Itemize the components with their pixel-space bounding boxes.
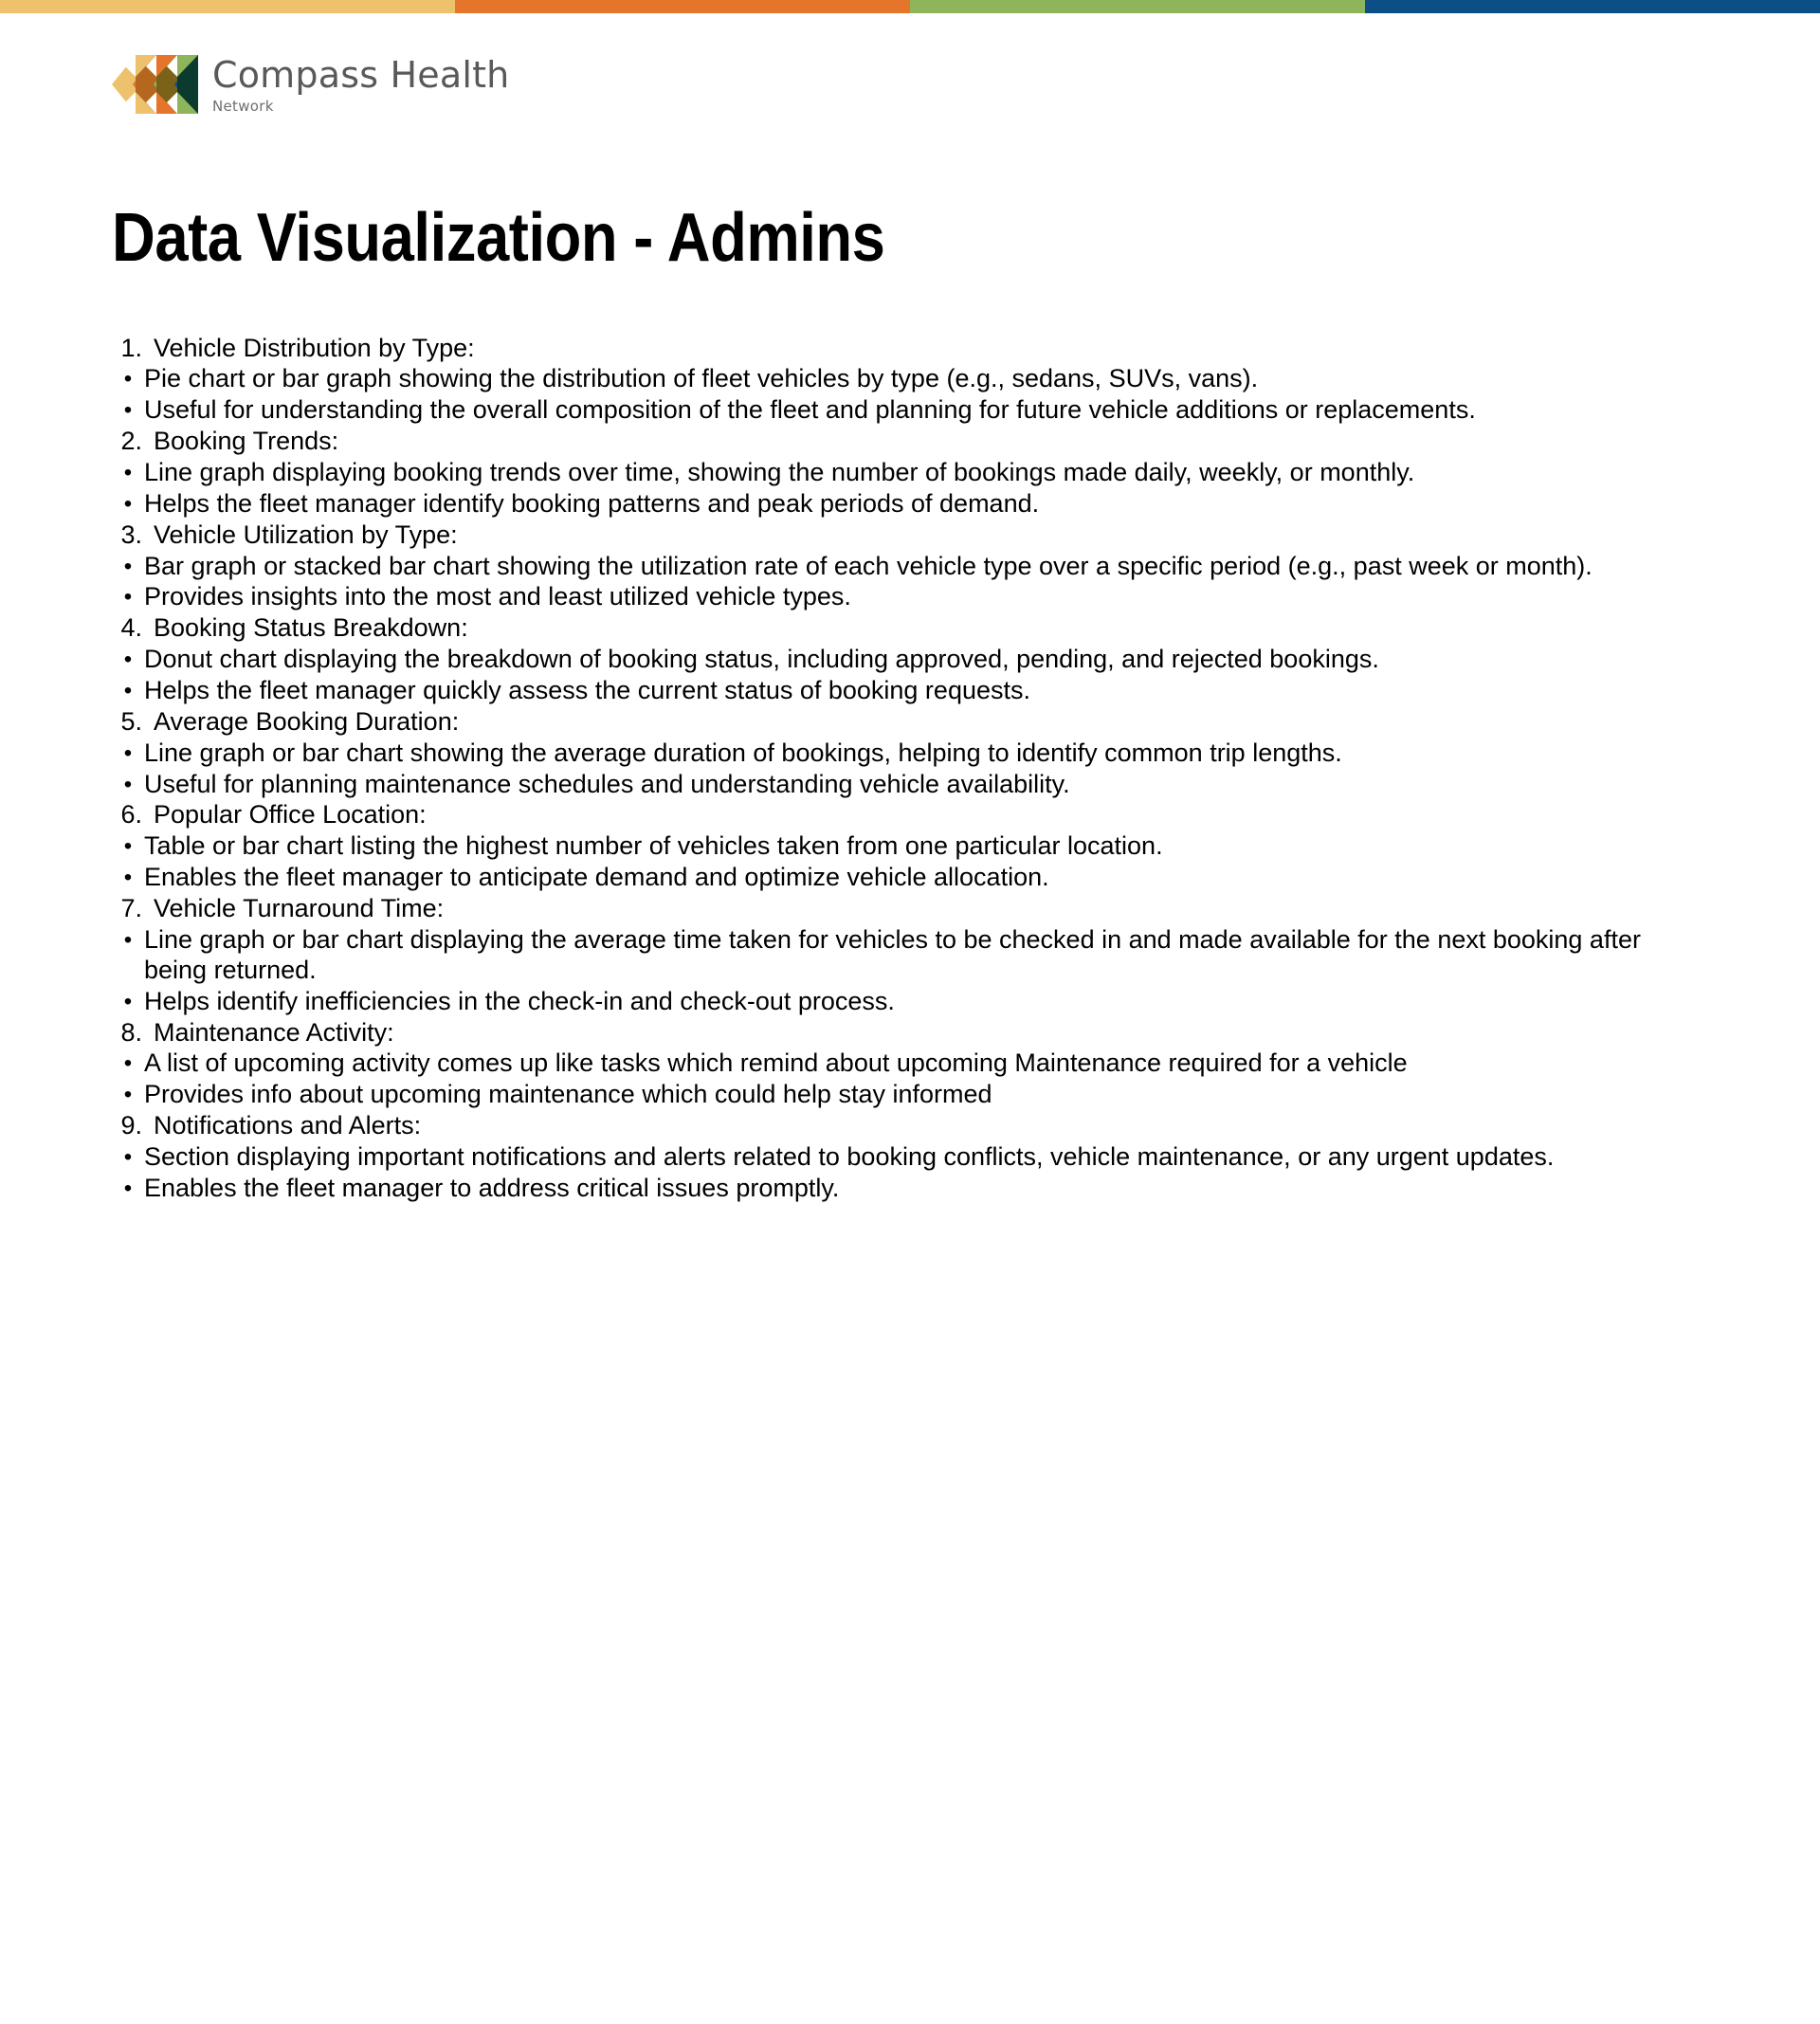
sub-bullet-item bbox=[112, 770, 1659, 800]
bullet-dot-icon: • bbox=[123, 553, 133, 579]
bullet-dot-icon: • bbox=[123, 397, 133, 424]
list-item-number: 5. bbox=[120, 706, 142, 736]
sub-bullet-text: Useful for understanding the overall composition of the fleet and planning for future vehicle additions or replacements. bbox=[144, 395, 1476, 425]
list-item bbox=[112, 707, 1659, 800]
band-segment-blue bbox=[1365, 0, 1820, 13]
list-item-label: Notifications and Alerts: bbox=[154, 1111, 422, 1140]
bullet-dot-icon: • bbox=[123, 1050, 133, 1077]
top-color-band bbox=[0, 0, 1820, 13]
sub-bullet-item bbox=[112, 831, 1659, 862]
list-item bbox=[112, 1111, 1659, 1204]
sub-bullet-text: Line graph or bar chart displaying the average time taken for vehicles to be checked in and made available for the next booking after being returned. bbox=[144, 924, 1641, 984]
list-item bbox=[112, 894, 1659, 1016]
sub-bullet-text: Helps the fleet manager identify booking patterns and peak periods of demand. bbox=[144, 488, 1040, 518]
page-header bbox=[0, 13, 1820, 116]
sub-bullet-text: Line graph or bar chart showing the average duration of bookings, helping to identify common trip lengths. bbox=[144, 738, 1342, 767]
document-body bbox=[0, 334, 1820, 1204]
sub-bullet-text: Provides info about upcoming maintenance which could help stay informed bbox=[144, 1080, 992, 1109]
sub-bullet-item bbox=[112, 552, 1659, 582]
list-item-number: 7. bbox=[120, 894, 142, 923]
bullet-dot-icon: • bbox=[123, 460, 133, 486]
page-title: Data Visualization - Admins bbox=[112, 200, 885, 276]
list-item bbox=[112, 613, 1659, 706]
bullet-dot-icon: • bbox=[123, 678, 133, 704]
list-item-label: Popular Office Location: bbox=[154, 800, 427, 830]
list-item-label: Booking Trends: bbox=[154, 427, 339, 456]
sub-bullet-item bbox=[112, 364, 1659, 394]
bullet-dot-icon: • bbox=[123, 1082, 133, 1108]
list-item bbox=[112, 334, 1659, 427]
sub-bullet-item bbox=[112, 1142, 1659, 1173]
sub-bullet-list bbox=[112, 645, 1659, 706]
logo-wordmark bbox=[212, 51, 509, 116]
list-item bbox=[112, 520, 1659, 613]
sub-bullet-item bbox=[112, 738, 1659, 769]
sub-bullet-text: Section displaying important notifications and alerts related to booking conflicts, vehicle maintenance, or any urgent updates. bbox=[144, 1141, 1555, 1171]
band-segment-orange bbox=[455, 0, 910, 13]
band-segment-green bbox=[910, 0, 1365, 13]
sub-bullet-text: Helps identify inefficiencies in the check-in and check-out process. bbox=[144, 986, 895, 1015]
list-item-label: Vehicle Turnaround Time: bbox=[154, 894, 445, 923]
list-item bbox=[112, 800, 1659, 893]
list-item-number: 1. bbox=[120, 333, 142, 362]
list-item-heading bbox=[112, 613, 1659, 644]
sub-bullet-text: Enables the fleet manager to anticipate demand and optimize vehicle allocation. bbox=[144, 863, 1049, 892]
sub-bullet-text: Pie chart or bar graph showing the distribution of fleet vehicles by type (e.g., sedans, SUVs, vans). bbox=[144, 364, 1259, 393]
sub-bullet-list bbox=[112, 925, 1659, 1017]
list-item-heading bbox=[112, 800, 1659, 830]
sub-bullet-text: Helps the fleet manager quickly assess the current status of booking requests. bbox=[144, 676, 1030, 705]
list-item-heading bbox=[112, 334, 1659, 364]
sub-bullet-item bbox=[112, 1048, 1659, 1079]
bullet-dot-icon: • bbox=[123, 865, 133, 891]
list-item-number: 4. bbox=[120, 613, 142, 643]
list-item-number: 3. bbox=[120, 520, 142, 549]
list-item bbox=[112, 427, 1659, 520]
numbered-list bbox=[112, 334, 1659, 1204]
list-item-heading bbox=[112, 1018, 1659, 1048]
sub-bullet-list bbox=[112, 1142, 1659, 1204]
list-item-number: 9. bbox=[120, 1111, 142, 1140]
bullet-dot-icon: • bbox=[123, 926, 133, 953]
list-item-label: Maintenance Activity: bbox=[154, 1017, 394, 1047]
list-item-heading bbox=[112, 894, 1659, 924]
sub-bullet-item bbox=[112, 676, 1659, 706]
list-item-label: Vehicle Distribution by Type: bbox=[154, 333, 475, 362]
sub-bullet-text: Line graph displaying booking trends over time, showing the number of bookings made daily, weekly, or monthly. bbox=[144, 458, 1415, 487]
list-item-heading bbox=[112, 427, 1659, 457]
list-item-heading bbox=[112, 1111, 1659, 1141]
bullet-dot-icon: • bbox=[123, 647, 133, 673]
sub-bullet-text: Useful for planning maintenance schedules and understanding vehicle availability. bbox=[144, 769, 1070, 798]
compass-health-chevrons-logo-icon bbox=[112, 55, 199, 114]
list-item-label: Average Booking Duration: bbox=[154, 706, 460, 736]
logo-title: Compass Health bbox=[212, 54, 510, 96]
sub-bullet-text: A list of upcoming activity comes up like tasks which remind about upcoming Maintenance required for a vehicle bbox=[144, 1048, 1408, 1078]
sub-bullet-list bbox=[112, 364, 1659, 426]
list-item-number: 8. bbox=[120, 1017, 142, 1047]
list-item-number: 6. bbox=[120, 800, 142, 830]
sub-bullet-item bbox=[112, 987, 1659, 1017]
sub-bullet-item bbox=[112, 582, 1659, 612]
list-item-label: Booking Status Breakdown: bbox=[154, 613, 468, 643]
sub-bullet-list bbox=[112, 552, 1659, 613]
list-item-heading bbox=[112, 707, 1659, 738]
sub-bullet-item bbox=[112, 1080, 1659, 1110]
sub-bullet-list bbox=[112, 1048, 1659, 1110]
bullet-dot-icon: • bbox=[123, 833, 133, 860]
bullet-dot-icon: • bbox=[123, 490, 133, 517]
band-segment-yellow bbox=[0, 0, 455, 13]
list-item-label: Vehicle Utilization by Type: bbox=[154, 520, 458, 549]
sub-bullet-item bbox=[112, 458, 1659, 488]
sub-bullet-item bbox=[112, 489, 1659, 520]
sub-bullet-item bbox=[112, 925, 1659, 986]
sub-bullet-list bbox=[112, 458, 1659, 520]
sub-bullet-text: Enables the fleet manager to address critical issues promptly. bbox=[144, 1173, 840, 1202]
sub-bullet-text: Table or bar chart listing the highest number of vehicles taken from one particular location. bbox=[144, 831, 1163, 861]
sub-bullet-list bbox=[112, 738, 1659, 800]
sub-bullet-item bbox=[112, 645, 1659, 675]
bullet-dot-icon: • bbox=[123, 366, 133, 392]
list-item bbox=[112, 1018, 1659, 1111]
sub-bullet-list bbox=[112, 831, 1659, 893]
bullet-dot-icon: • bbox=[123, 771, 133, 797]
bullet-dot-icon: • bbox=[123, 1175, 133, 1201]
bullet-dot-icon: • bbox=[123, 584, 133, 611]
bullet-dot-icon: • bbox=[123, 739, 133, 766]
sub-bullet-item bbox=[112, 395, 1659, 426]
sub-bullet-item bbox=[112, 1174, 1659, 1204]
logo-subtitle: Network bbox=[212, 98, 274, 115]
list-item-heading bbox=[112, 520, 1659, 551]
sub-bullet-text: Provides insights into the most and least utilized vehicle types. bbox=[144, 582, 851, 611]
sub-bullet-item bbox=[112, 863, 1659, 893]
bullet-dot-icon: • bbox=[123, 1143, 133, 1170]
sub-bullet-text: Donut chart displaying the breakdown of booking status, including approved, pending, and rejected bookings. bbox=[144, 645, 1379, 674]
sub-bullet-text: Bar graph or stacked bar chart showing the utilization rate of each vehicle type over a specific period (e.g., past week or month). bbox=[144, 551, 1592, 580]
bullet-dot-icon: • bbox=[123, 988, 133, 1014]
list-item-number: 2. bbox=[120, 427, 142, 456]
